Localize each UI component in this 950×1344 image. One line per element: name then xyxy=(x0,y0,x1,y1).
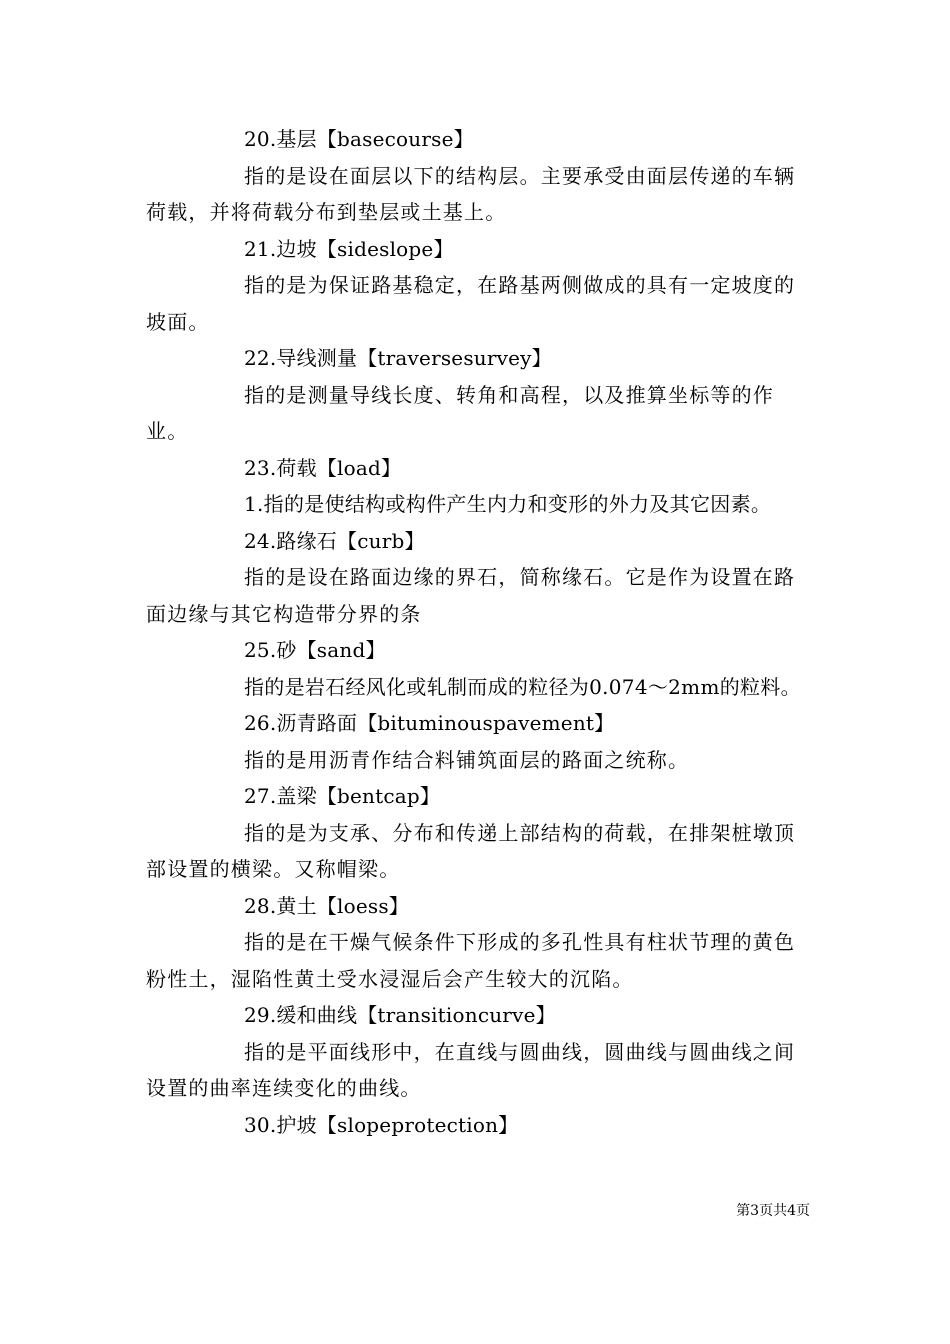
entry-term: 23.荷载【load】 xyxy=(244,455,402,480)
entry-term: 21.边坡【sideslope】 xyxy=(244,236,454,261)
entry-term: 25.砂【sand】 xyxy=(244,638,386,662)
entry-definition: 指的是在干燥气候条件下形成的多孔性具有柱状节理的黄色粉性土，湿陷性黄土受水浸湿后会产生较大的沉陷。 xyxy=(146,930,796,991)
entry-term: 24.路缘石【curb】 xyxy=(244,528,425,553)
entry-definition: 指的是设在面层以下的结构层。主要承受由面层传递的车辆荷载，并将荷载分布到垫层或土基上。 xyxy=(146,163,796,224)
entry-term: 29.缓和曲线【transitioncurve】 xyxy=(244,1003,556,1027)
glossary-content xyxy=(146,121,810,1143)
entry-definition: 指的是平面线形中，在直线与圆曲线，圆曲线与圆曲线之间设置的曲率连续变化的曲线。 xyxy=(146,1039,796,1100)
page-number-footer: 第3页共4页 xyxy=(736,1203,810,1219)
entry-definition: 1.指的是使结构或构件产生内力和变形的外力及其它因素。 xyxy=(244,492,772,516)
entry-definition: 指的是设在路面边缘的界石，简称缘石。它是作为设置在路面边缘与其它构造带分界的条 xyxy=(146,565,796,626)
entry-term: 22.导线测量【traversesurvey】 xyxy=(244,346,552,370)
entry-definition: 指的是用沥青作结合料铺筑面层的路面之统称。 xyxy=(244,747,690,772)
entry-definition: 指的是为支承、分布和传递上部结构的荷载，在排架桩墩顶部设置的横梁。又称帽梁。 xyxy=(146,820,796,881)
entry-term: 30.护坡【slopeprotection】 xyxy=(244,1112,519,1137)
entry-term: 20.基层【basecourse】 xyxy=(244,127,474,151)
entry-definition: 指的是为保证路基稳定，在路基两侧做成的具有一定坡度的坡面。 xyxy=(146,273,796,334)
entry-definition: 指的是岩石经风化或轧制而成的粒径为0.074～2mm的粒料。 xyxy=(244,674,801,699)
entry-definition: 指的是测量导线长度、转角和高程，以及推算坐标等的作业。 xyxy=(146,382,774,443)
entry-term: 28.黄土【loess】 xyxy=(244,893,410,918)
entry-term: 26.沥青路面【bituminouspavement】 xyxy=(244,711,615,735)
entry-term: 27.盖梁【bentcap】 xyxy=(244,784,441,808)
